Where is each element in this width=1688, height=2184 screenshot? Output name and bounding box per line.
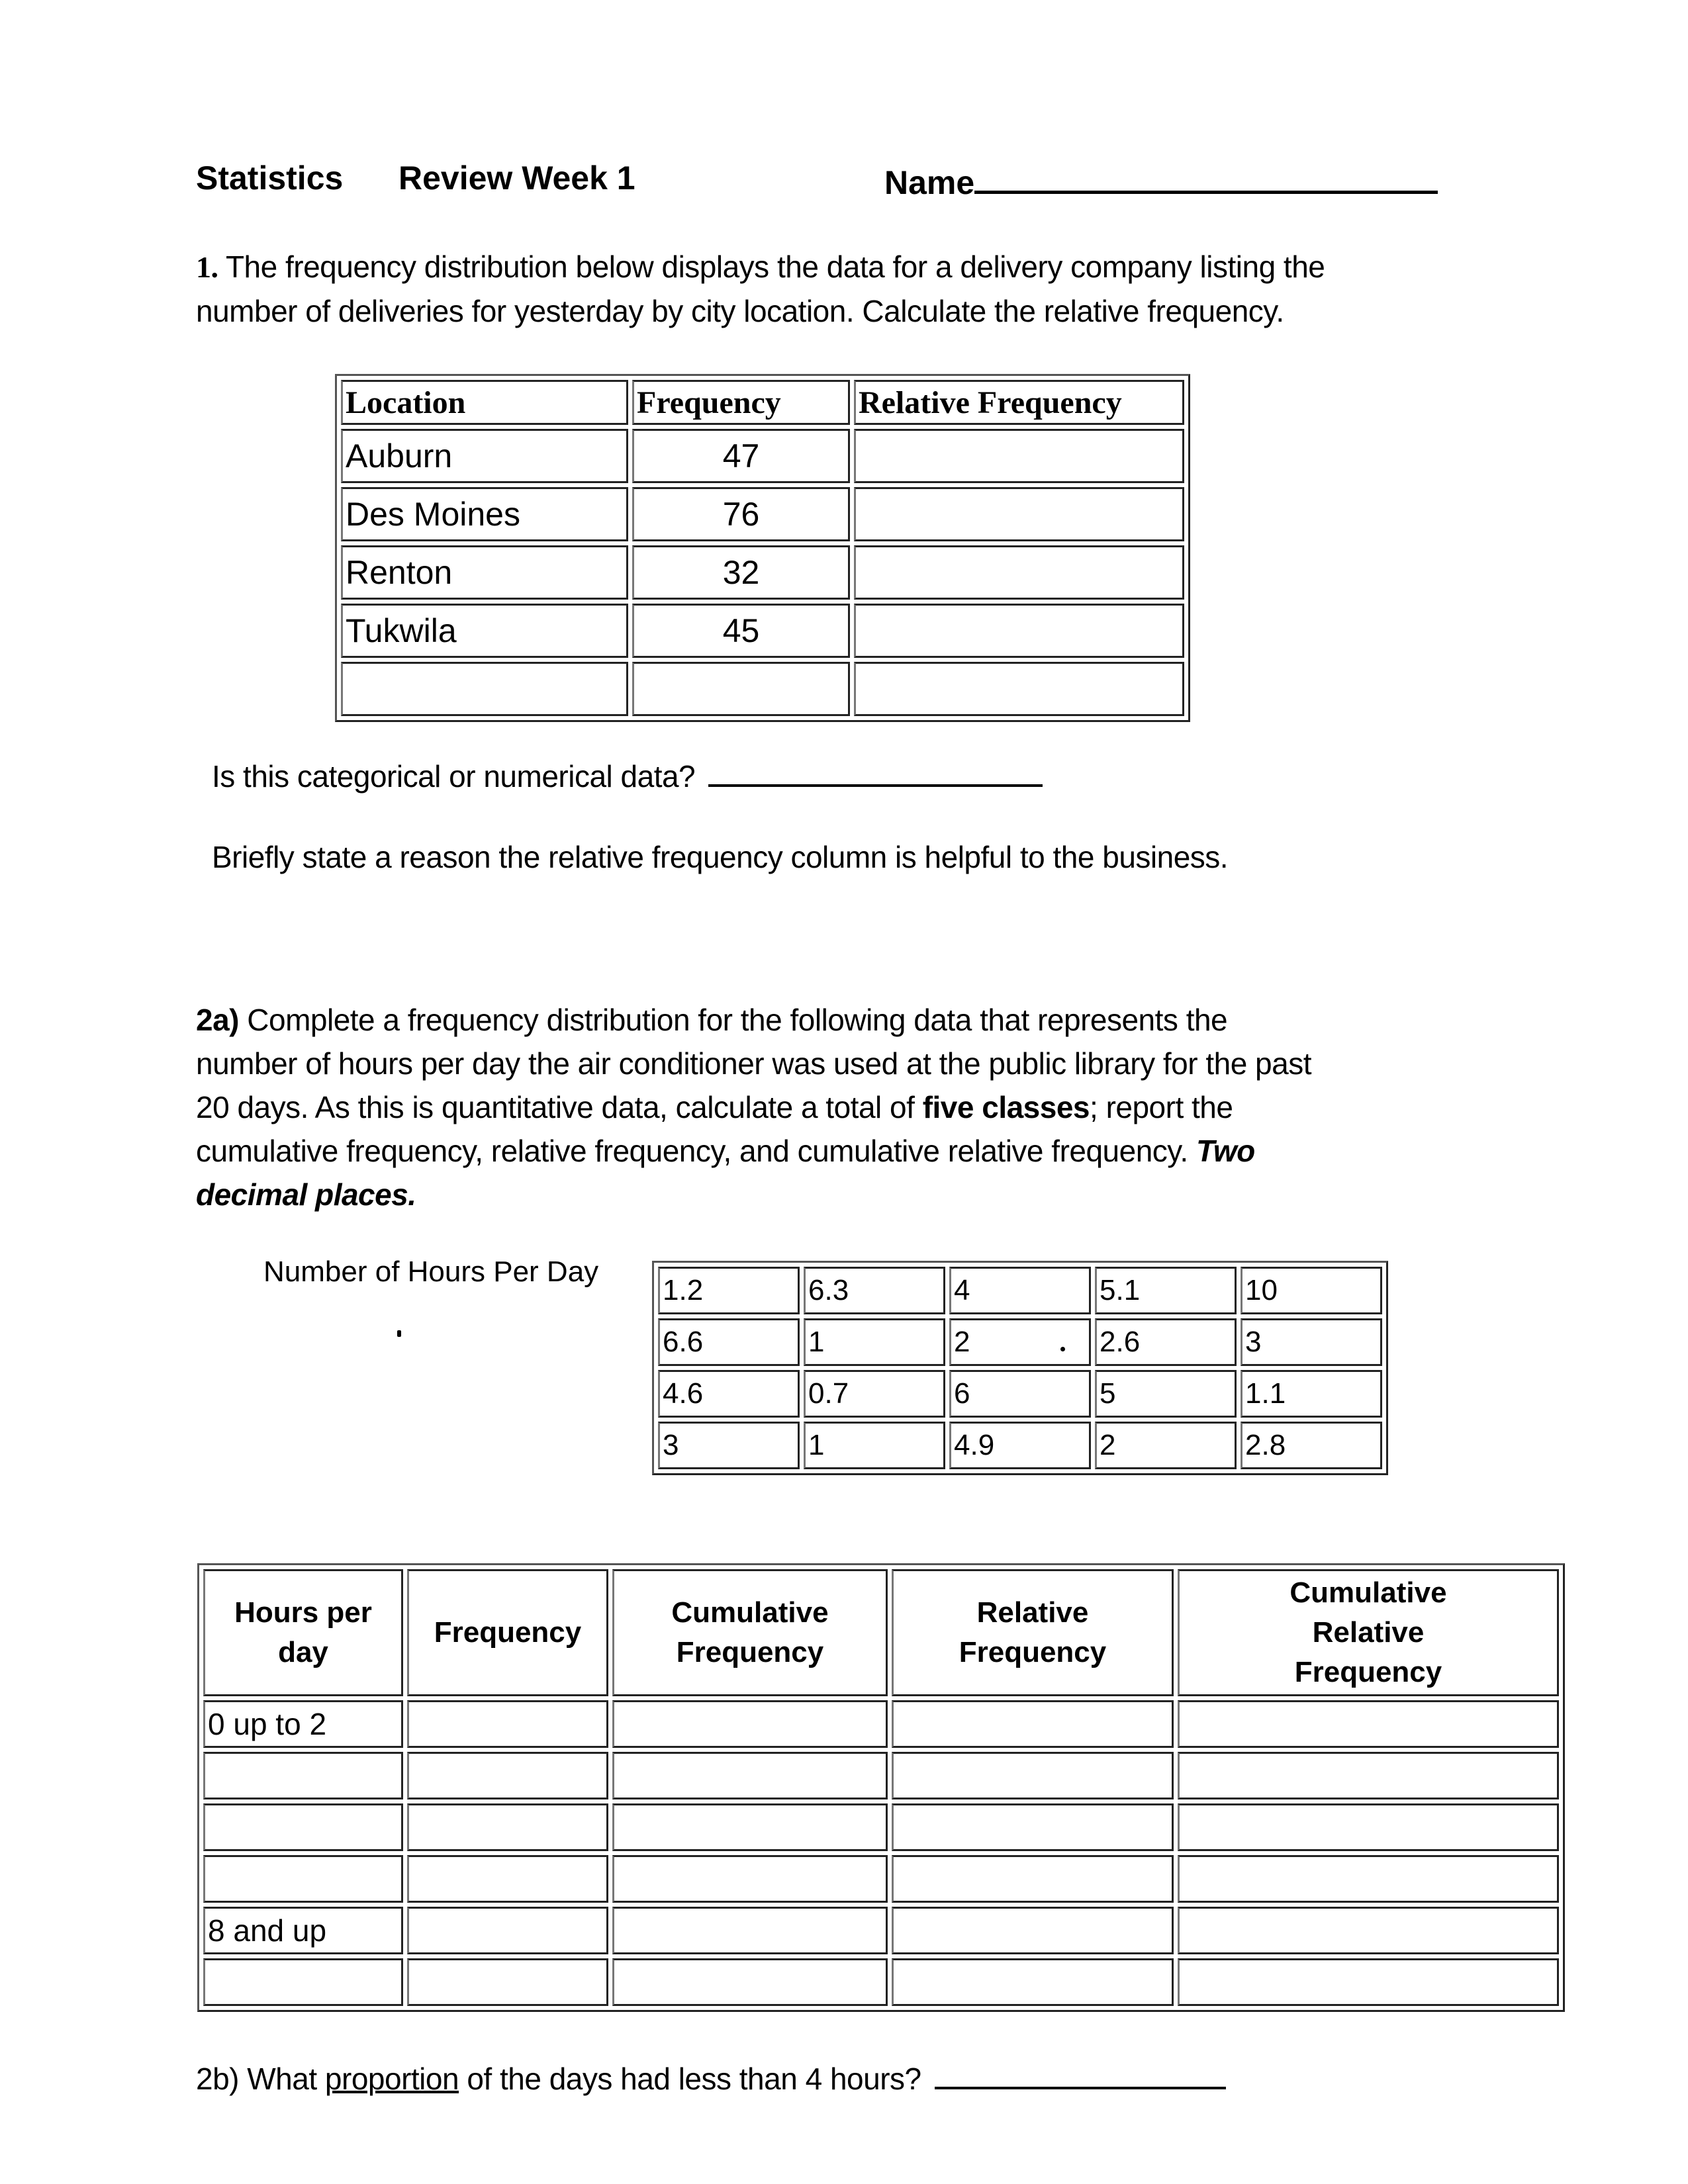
col-relative-frequency: Relative Frequency [892, 1569, 1174, 1696]
q2a-two-emph: Two [1196, 1134, 1255, 1168]
q2a-line3-post: ; report the [1090, 1090, 1233, 1124]
table-row [658, 1422, 1382, 1469]
answer-cell[interactable] [892, 1907, 1174, 1954]
table-row [658, 1318, 1382, 1366]
data-cell: 1.2 [658, 1267, 800, 1314]
answer-cell[interactable] [892, 1700, 1174, 1748]
q2a-decimal-places: decimal places. [196, 1177, 416, 1212]
location-cell: Des Moines [341, 487, 628, 541]
q2b-proportion-underlined: proportion [324, 2062, 459, 2096]
hours-data-table [652, 1261, 1388, 1475]
data-type-question-text: Is this categorical or numerical data? [212, 759, 696, 794]
answer-cell[interactable] [1178, 1907, 1559, 1954]
col-relative-frequency: Relative Frequency [854, 380, 1184, 425]
table-row [341, 487, 1184, 541]
data-cell: 6.6 [658, 1318, 800, 1366]
answer-cell[interactable] [407, 1803, 608, 1851]
table-row [203, 1752, 1559, 1799]
relative-frequency-cell[interactable] [854, 662, 1184, 716]
q1-line1: The frequency distribution below displays the data for a delivery company listing the [225, 250, 1325, 284]
data-label: Number of Hours Per Day [263, 1255, 599, 1288]
data-cell: 5 [1095, 1370, 1237, 1418]
answer-cell[interactable] [407, 1907, 608, 1954]
location-cell: Renton [341, 545, 628, 600]
class-cell[interactable] [203, 1855, 403, 1903]
frequency-distribution-table [197, 1563, 1565, 2012]
col-frequency: Frequency [407, 1569, 608, 1696]
answer-cell[interactable] [1178, 1958, 1559, 2006]
q2b-question [196, 2057, 1226, 2101]
col-hours-per-day: Hours per day [203, 1569, 403, 1696]
answer-cell[interactable] [407, 1700, 608, 1748]
review-title: Review Week 1 [399, 159, 635, 197]
table-header-row [341, 380, 1184, 425]
class-cell: 0 up to 2 [203, 1700, 403, 1748]
table-row [341, 604, 1184, 658]
table-row [341, 545, 1184, 600]
q2a-line4: cumulative frequency, relative frequency, and cumulative relative frequency. [196, 1134, 1196, 1168]
relative-frequency-cell[interactable] [854, 545, 1184, 600]
data-cell: 5.1 [1095, 1267, 1237, 1314]
frequency-cell: 76 [632, 487, 850, 541]
relative-frequency-cell[interactable] [854, 487, 1184, 541]
data-cell: 4.9 [949, 1422, 1091, 1469]
answer-cell[interactable] [407, 1958, 608, 2006]
table-row [203, 1907, 1559, 1954]
data-cell: 1 [804, 1422, 945, 1469]
data-cell: 3 [1241, 1318, 1382, 1366]
class-cell: 8 and up [203, 1907, 403, 1954]
answer-cell[interactable] [612, 1752, 888, 1799]
q2a-five-classes: five classes [922, 1090, 1090, 1124]
frequency-cell: 45 [632, 604, 850, 658]
name-label: Name [884, 164, 975, 201]
q2a-line2: number of hours per day the air conditioner was used at the public library for the past [196, 1046, 1312, 1081]
location-cell[interactable] [341, 662, 628, 716]
col-cumulative-relative-frequency: Cumulative Relative Frequency [1178, 1569, 1559, 1696]
subject-title: Statistics [196, 159, 344, 197]
stray-dot-mark [397, 1330, 401, 1337]
answer-cell[interactable] [1178, 1855, 1559, 1903]
data-cell: 10 [1241, 1267, 1382, 1314]
answer-cell[interactable] [1178, 1700, 1559, 1748]
q1-line2: number of deliveries for yesterday by city location. Calculate the relative frequency. [196, 294, 1284, 328]
q1-prompt [196, 245, 1520, 333]
answer-cell[interactable] [1178, 1752, 1559, 1799]
answer-cell[interactable] [892, 1803, 1174, 1851]
data-cell: 4 [949, 1267, 1091, 1314]
q2b-text-post: of the days had less than 4 hours? [459, 2062, 921, 2096]
table-row-total [341, 662, 1184, 716]
q2b-answer-line[interactable] [935, 2060, 1226, 2089]
class-cell[interactable] [203, 1803, 403, 1851]
data-cell: 3 [658, 1422, 800, 1469]
q2a-line1: Complete a frequency distribution for the following data that represents the [247, 1003, 1228, 1037]
answer-cell[interactable] [892, 1752, 1174, 1799]
data-cell: 6 [949, 1370, 1091, 1418]
stray-dot-mark [1060, 1347, 1065, 1351]
name-blank-line[interactable] [974, 159, 1438, 194]
answer-cell[interactable] [612, 1958, 888, 2006]
col-location: Location [341, 380, 628, 425]
relative-frequency-cell[interactable] [854, 429, 1184, 483]
data-cell: 2 [949, 1318, 1091, 1366]
location-cell: Tukwila [341, 604, 628, 658]
data-cell: 2 [1095, 1422, 1237, 1469]
location-frequency-table [335, 374, 1190, 722]
class-cell[interactable] [203, 1958, 403, 2006]
data-cell: 2.6 [1095, 1318, 1237, 1366]
table-row [658, 1267, 1382, 1314]
location-cell: Auburn [341, 429, 628, 483]
q1-reason-question: Briefly state a reason the relative frequency column is helpful to the business. [212, 840, 1229, 874]
data-cell: 1 [804, 1318, 945, 1366]
table-row [341, 429, 1184, 483]
frequency-cell: 32 [632, 545, 850, 600]
answer-cell[interactable] [892, 1855, 1174, 1903]
answer-cell[interactable] [612, 1907, 888, 1954]
relative-frequency-cell[interactable] [854, 604, 1184, 658]
answer-cell[interactable] [612, 1855, 888, 1903]
q2a-label: 2a) [196, 1003, 239, 1037]
table-row [203, 1855, 1559, 1903]
frequency-cell[interactable] [632, 662, 850, 716]
answer-cell[interactable] [407, 1752, 608, 1799]
class-cell[interactable] [203, 1752, 403, 1799]
answer-cell[interactable] [612, 1700, 888, 1748]
col-frequency: Frequency [632, 380, 850, 425]
data-cell: 2.8 [1241, 1422, 1382, 1469]
q1-data-type-question [212, 754, 1043, 798]
answer-cell[interactable] [612, 1803, 888, 1851]
frequency-cell: 47 [632, 429, 850, 483]
col-cumulative-frequency: Cumulative Frequency [612, 1569, 888, 1696]
data-type-answer-line[interactable] [708, 758, 1043, 787]
table-row [658, 1370, 1382, 1418]
data-cell: 4.6 [658, 1370, 800, 1418]
data-cell: 1.1 [1241, 1370, 1382, 1418]
table-row [203, 1700, 1559, 1748]
table-row-total [203, 1958, 1559, 2006]
q2b-text-pre: 2b) What [196, 2062, 325, 2096]
q1-number: 1. [196, 250, 218, 284]
name-field[interactable] [884, 159, 1438, 202]
table-header-row [203, 1569, 1559, 1696]
answer-cell[interactable] [1178, 1803, 1559, 1851]
q2a-prompt [196, 998, 1520, 1216]
data-cell: 6.3 [804, 1267, 945, 1314]
data-cell: 0.7 [804, 1370, 945, 1418]
answer-cell[interactable] [407, 1855, 608, 1903]
table-row [203, 1803, 1559, 1851]
answer-cell[interactable] [892, 1958, 1174, 2006]
q2a-line3-pre: 20 days. As this is quantitative data, calculate a total of [196, 1090, 923, 1124]
